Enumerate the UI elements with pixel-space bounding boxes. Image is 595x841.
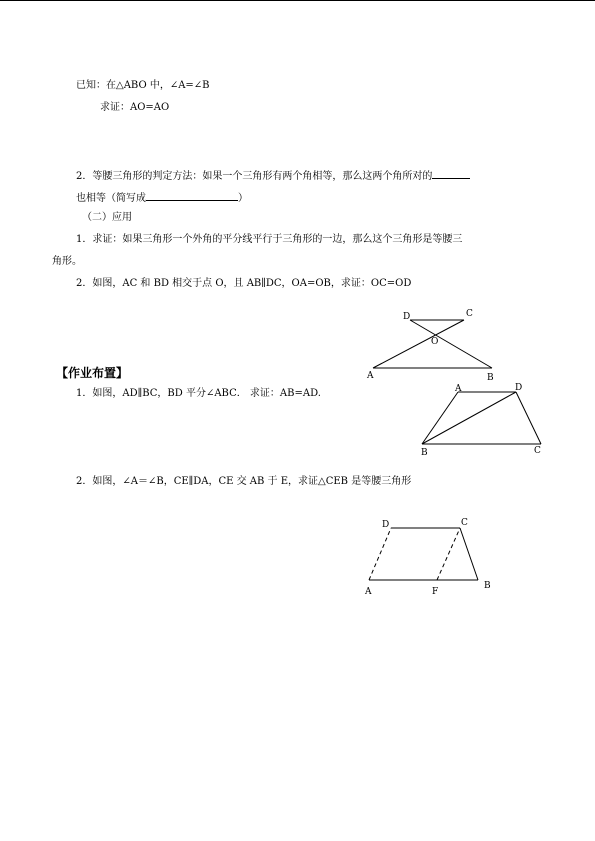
fig3-label-c: C	[461, 518, 468, 528]
prove-line: 求证：AO=AO	[100, 102, 170, 113]
segment-cb-3	[460, 528, 478, 580]
application-2: 2．如图，AC 和 BD 相交于点 O，且 AB∥DC，OA=OB，求证：OC=OD	[76, 278, 412, 289]
fig1-label-b: B	[487, 373, 494, 383]
fig3-label-a: A	[365, 587, 372, 597]
segment-ce-3	[437, 528, 460, 580]
paragraph-2-text-a: 也相等（简写成	[76, 193, 146, 204]
segment-bd-2	[422, 392, 516, 444]
fig1-label-d: D	[403, 312, 411, 322]
fig2-label-b: B	[421, 448, 428, 458]
application-heading: （二）应用	[82, 212, 132, 223]
fig2-label-a: A	[455, 384, 462, 394]
fig3-label-e: F	[432, 587, 439, 597]
fig3-label-d: D	[382, 520, 390, 530]
homework-1: 1．如图，AD∥BC，BD 平分∠ABC． 求证：AB=AD.	[76, 388, 321, 399]
homework-heading: 【作业布置】	[56, 366, 129, 380]
fig2-label-d: D	[515, 383, 523, 393]
fig1-label-a: A	[367, 371, 374, 381]
paragraph-2-text-b: ）	[238, 193, 248, 204]
fig3-label-b: B	[484, 581, 491, 591]
fig1-label-o: O	[431, 337, 439, 347]
application-1-line-2: 角形。	[52, 256, 82, 267]
paragraph-2-text: 2．等腰三角形的判定方法：如果一个三角形有两个角相等，那么这两个角所对的	[76, 171, 433, 182]
segment-ab-2	[422, 392, 458, 444]
fig2-label-c: C	[534, 446, 541, 456]
given-line: 已知：在△ABO 中，∠A=∠B	[76, 80, 210, 91]
segment-ad-3	[369, 528, 391, 580]
segment-dc-2	[516, 392, 541, 444]
fig1-label-c: C	[466, 309, 473, 319]
homework-2: 2．如图，∠A＝∠B，CE∥DA，CE 交 AB 于 E，求证△CEB 是等腰三角形	[76, 476, 412, 487]
application-1-line-1: 1．求证：如果三角形一个外角的平分线平行于三角形的一边，那么这个三角形是等腰三	[76, 234, 463, 245]
